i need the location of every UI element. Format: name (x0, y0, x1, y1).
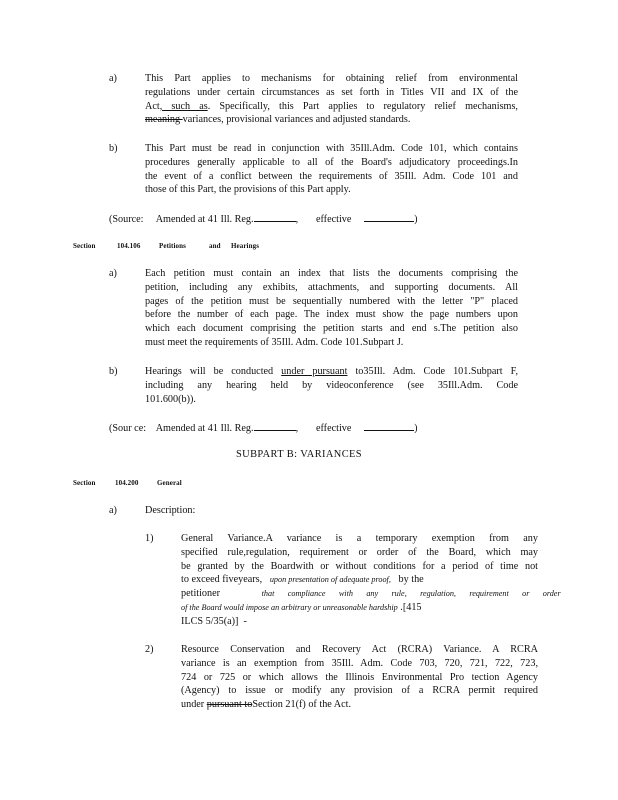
section-heading-104-106: Section 104.106 Petitions and Hearings (73, 242, 260, 250)
item-2-label: 2) (145, 644, 154, 655)
blank-line (364, 421, 414, 431)
deleted-text: pursuant to (206, 699, 253, 711)
paragraph-b-line-1: This Part must be read in conjunction with 35Ill.Adm. Code 101, which contains (145, 143, 518, 154)
paragraph-a-line-4: meaning variances, provisional variances and adjusted standards. (145, 114, 411, 126)
inserted-text: under pursuant (281, 366, 348, 377)
petition-paragraph-a: Each petition must contain an index that lists the documents comprising the petition, including any exhibits, attachments, and supporting documents. All pages of the petition must be sequentially numbered with the letter "P" placed before the number of each page. The index must show the page numbers upon which each document comprising the petition starts and end s.The petition also must meet the requirements of 35Ill. Adm. Code 101.Subpart J. (145, 268, 518, 348)
hearings-paragraph-b-label: b) (109, 366, 118, 377)
section-heading-104-200: Section 104.200 General (73, 479, 182, 487)
subpart-heading: SUBPART B: VARIANCES (236, 449, 362, 460)
paragraph-a-line-1: This Part applies to mechanisms for obtaining relief from environmental (145, 73, 518, 84)
source-note-2: (Sour ce: Amended at 41 Ill. Reg. , effective ) (109, 423, 418, 434)
statutory-quote: upon presentation of adequate proof, (269, 575, 391, 585)
blank-line (254, 212, 296, 222)
paragraph-a-line-2: regulations under certain circumstances as set forth in Titles VII and IX of the (145, 86, 518, 98)
paragraph-b-line-3: the event of a conflict between the requirements of 35Ill. Adm. Code 101 and (145, 170, 518, 182)
paragraph-a-label: a) (109, 73, 117, 84)
hearings-paragraph-b: Hearings will be conducted under pursuant to35Ill. Adm. Code 101.Subpart F, including any hearing held by videoconference (see 35Ill.Adm. Code 101.600(b)). (145, 366, 518, 405)
petition-paragraph-a-label: a) (109, 268, 117, 279)
paragraph-b-label: b) (109, 143, 118, 154)
paragraph-a-line-3: Act, such as. Specifically, this Part applies to regulatory relief mechanisms, (145, 100, 518, 112)
description-label: a) (109, 505, 117, 516)
paragraph-b-line-2: procedures generally applicable to all of the Board's adjudicatory proceedings.In (145, 156, 518, 168)
item-1-label: 1) (145, 533, 154, 544)
source-note-1: (Source: Amended at 41 Ill. Reg. , effective ) (109, 214, 418, 225)
blank-line (364, 212, 414, 222)
rcra-variance-paragraph: Resource Conservation and Recovery Act (RCRA) Variance. A RCRA variance is an exemption from 35Ill. Adm. Code 703, 720, 721, 722, 723, 724 or 725 or which allows the Illinois Environmental Pro tection Agency (Agency) to issue or modify any provision of a RCRA permit required under pursuant toSection 21(f) of the Act. (181, 644, 538, 711)
inserted-text: , such as (159, 100, 208, 112)
blank-line (254, 421, 296, 431)
general-variance-paragraph: General Variance.A variance is a temporary exemption from any specified rule,regulation, requirement or order of the Board, which may be granted by the Boardwith or without conditions for a period of time not to exceed fiveyears, upon presentation of adequate proof, by the petitioner that compliance with any rule, regulation, requirement or order of the Board would impose an arbitrary or unreasonable hardship .[415 ILCS 5/35(a)] - (181, 533, 561, 627)
paragraph-b-line-4: those of this Part, the provisions of this Part apply. (145, 184, 351, 196)
deleted-text: meaning (145, 114, 183, 126)
description-heading: Description: (145, 505, 196, 516)
statutory-quote: that compliance with any rule, regulation, requirement or order (261, 589, 561, 599)
paragraph-b (145, 142, 518, 197)
statutory-quote: of the Board would impose an arbitrary or unreasonable hardship (181, 602, 398, 612)
paragraph-a (145, 72, 518, 127)
edit-mark: - (243, 615, 247, 627)
